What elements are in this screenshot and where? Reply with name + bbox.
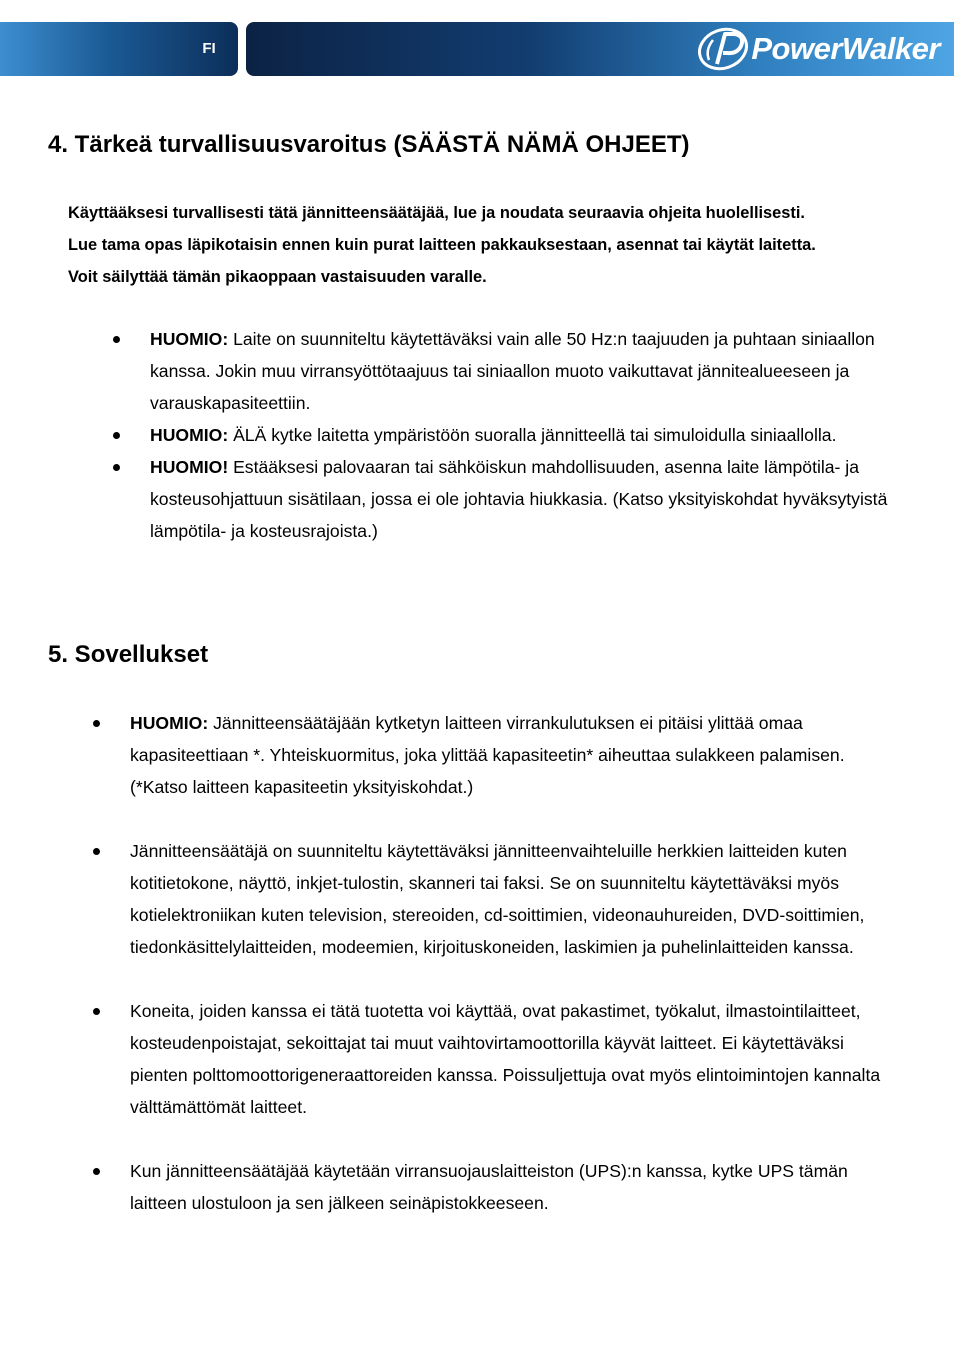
warning-text: Estääksesi palovaaran tai sähköiskun mahdollisuuden, asenna laite lämpötila- ja kosteusohjattuun sisätilaan, jossa ei ole johtavia hiukkasia. (Katso yksityiskohdat hyväksytyistä lämpötila- ja kosteusrajoista.) [150, 457, 888, 541]
section-4-warning-list [150, 323, 890, 547]
powerwalker-logo [695, 25, 940, 73]
powerwalker-logo-mark-icon [695, 26, 755, 72]
section-4-title: 4. Tärkeä turvallisuusvaroitus (SÄÄSTÄ NÄMÄ OHJEET) [48, 131, 690, 158]
section-5-title: 5. Sovellukset [48, 641, 209, 668]
item-text: Jännitteensäätäjään kytketyn laitteen virrankulutuksen ei pitäisi ylittää omaa kapasiteettiaan *. Yhteiskuormitus, joka ylittää kapasiteetin* aiheuttaa sulakkeen palamisen. [130, 713, 845, 765]
capacity-note: (*Katso laitteen kapasiteetin yksityiskohdat.) [130, 777, 474, 797]
brand-name: PowerWalker [751, 31, 940, 66]
list-item [150, 323, 890, 419]
warning-text: ÄLÄ kytke laitetta ympäristöön suoralla jännitteellä tai simuloidulla siniaallolla. [228, 425, 837, 445]
intro-line: Voit säilyttää tämän pikaoppaan vastaisuuden varalle. [68, 268, 487, 286]
intro-line: Käyttääksesi turvallisesti tätä jännitteensäätäjää, lue ja noudata seuraavia ohjeita huolellisesti. [68, 204, 805, 222]
warning-label: HUOMIO: [150, 425, 229, 445]
list-item [150, 451, 890, 547]
warning-label: HUOMIO: [150, 329, 229, 349]
list-item [150, 419, 890, 451]
header-language-tab [0, 22, 238, 76]
section-5-application-list [130, 707, 900, 1219]
item-text: Jännitteensäätäjä on suunniteltu käytettäväksi jännitteenvaihteluille herkkien laitteiden kuten kotitietokone, näyttö, inkjet-tulostin, skanneri tai faksi. Se on suunniteltu käytettäväksi myös kotielektroniikan kuten television, stereoiden, cd-soittimien, videonauhureiden, DVD-soittimien, tiedonkäsittelylaitteiden, modeemien, kirjoituskoneiden, laskimien ja puhelinlaitteiden kanssa. [130, 841, 865, 957]
list-item [130, 835, 900, 963]
list-item [130, 995, 900, 1123]
header-brand-bar [246, 22, 954, 76]
list-item [130, 707, 900, 803]
language-code: FI [202, 40, 216, 57]
warning-text: Laite on suunniteltu käytettäväksi vain alle 50 Hz:n taajuuden ja puhtaan siniaallon kanssa. Jokin muu virransyöttötaajuus tai siniaallon muoto vaikuttavat jännitealueeseen ja varauskapasiteettiin. [150, 329, 875, 413]
intro-line: Lue tama opas läpikotaisin ennen kuin purat laitteen pakkauksestaan, asennat tai käytät laitetta. [68, 236, 816, 254]
item-text: Koneita, joiden kanssa ei tätä tuotetta voi käyttää, ovat pakastimet, työkalut, ilmastointilaitteet, kosteudenpoistajat, sekoittajat tai muut vaihtovirtamoottorilla käyvät laitteet. Ei käytettäväksi pienten polttomoottorigeneraattoreiden kanssa. Poissuljettuja ovat myös elintoimintojen kannalta välttämättömät laitteet. [130, 1001, 881, 1117]
item-text: Kun jännitteensäätäjää käytetään virransuojauslaitteiston (UPS):n kanssa, kytke UPS tämän laitteen ulostuloon ja sen jälkeen seinäpistokkeeseen. [130, 1161, 848, 1213]
list-item [130, 1155, 900, 1219]
warning-label: HUOMIO: [130, 713, 209, 733]
section-4-intro [68, 197, 928, 293]
warning-label: HUOMIO! [150, 457, 229, 477]
